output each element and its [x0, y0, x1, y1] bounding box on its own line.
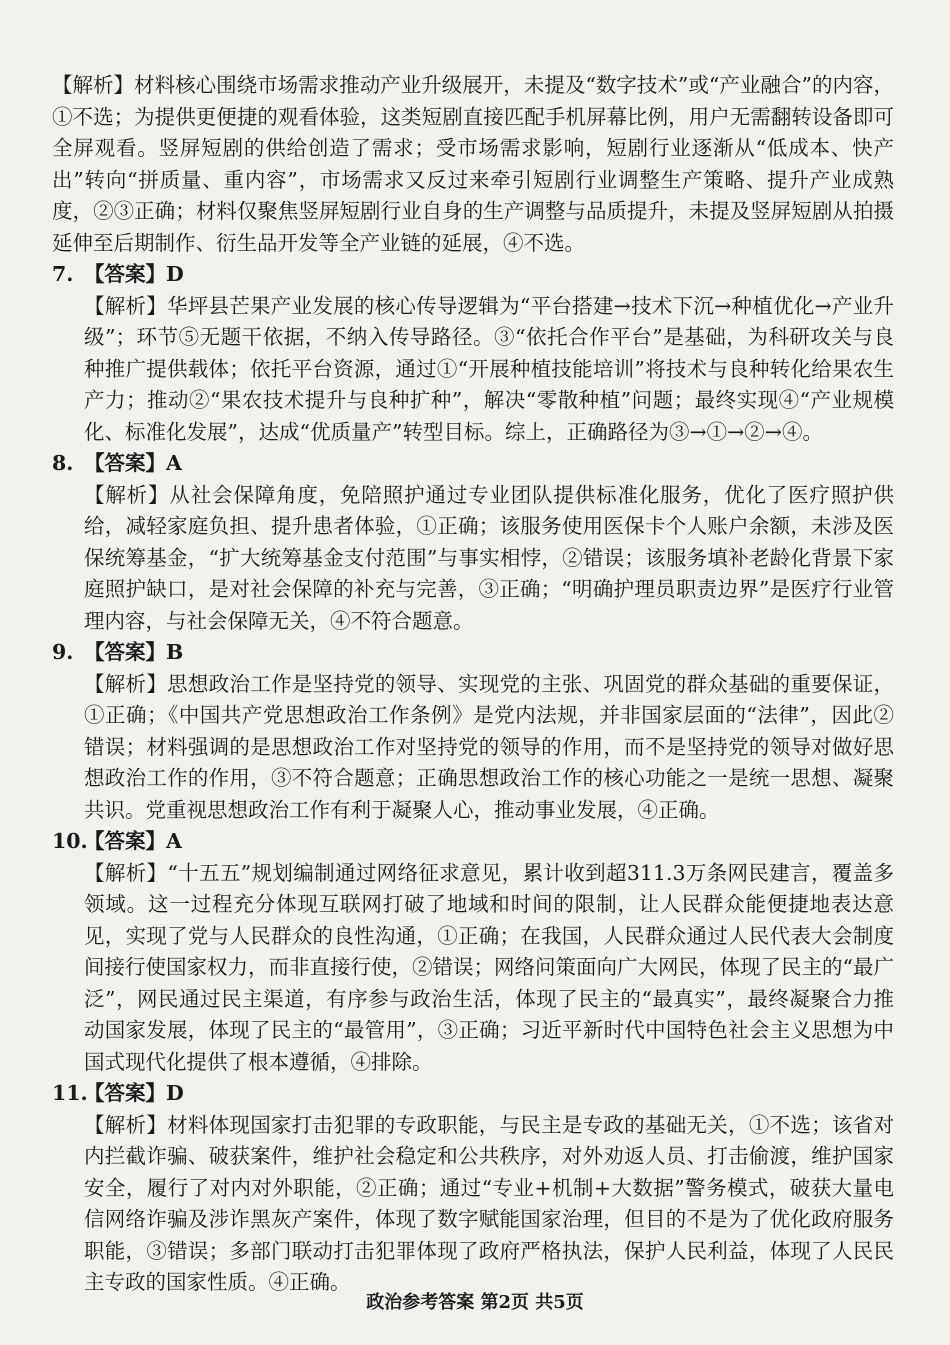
- question-7: [52, 259, 894, 448]
- question-10: [52, 826, 894, 1078]
- question-11: [52, 1078, 894, 1299]
- answer-line: [52, 637, 894, 669]
- analysis-text: 【解析】“十五五”规划编制通过网络征求意见，累计收到超311.3万条网民建言，覆盖多领域。这一过程充分体现互联网打破了地域和时间的限制，让人民群众能便捷地表达意见，实现了党与人民群众的良性沟通，①正确；在我国，人民群众通过人民代表大会制度间接行使国家权力，而非直接行使，②错误；网络问策面向广大网民，体现了民主的“最广泛”，网民通过民主渠道，有序参与政治生活，体现了民主的“最真实”，最终凝聚合力推动国家发展，体现了民主的“最管用”，③正确；习近平新时代中国特色社会主义思想为中国式现代化提供了根本遵循，④排除。: [84, 860, 894, 1074]
- question-number: 8.: [52, 451, 74, 475]
- answer-text: 【答案】A: [84, 451, 182, 475]
- analysis-text: 【解析】材料体现国家打击犯罪的专政职能，与民主是专政的基础无关，①不选；该省对内拦截诈骗、破获案件，维护社会稳定和公共秩序，对外劝返人员、打击偷渡，维护国家安全，履行了对内对外职能，②正确；通过“专业+机制+大数据”警务模式，破获大量电信网络诈骗及涉诈黑灰产案件，体现了数字赋能国家治理，但目的不是为了优化政府服务职能，③错误；多部门联动打击犯罪体现了政府严格执法，保护人民利益，体现了人民民主专政的国家性质。④正确。: [84, 1112, 894, 1294]
- analysis-q6: 【解析】材料核心围绕市场需求推动产业升级展开，未提及“数字技术”或“产业融合”的内容，①不选；为提供更便捷的观看体验，这类短剧直接匹配手机屏幕比例，用户无需翻转设备即可全屏观看。竖屏短剧的供给创造了需求；受市场需求影响，短剧行业逐渐从“低成本、快产出”转向“拼质量、重内容”，市场需求又反过来牵引短剧行业调整生产策略、提升产业成熟度，②③正确；材料仅聚焦竖屏短剧行业自身的生产调整与品质提升，未提及竖屏短剧从拍摄延伸至后期制作、衍生品开发等全产业链的延展，④不选。: [52, 73, 894, 255]
- answer-text: 【答案】D: [84, 1081, 184, 1105]
- analysis-text: 【解析】华坪县芒果产业发展的核心传导逻辑为“平台搭建→技术下沉→种植优化→产业升级”；环节⑤无题干依据，不纳入传导路径。③“依托合作平台”是基础，为科研攻关与良种推广提供载体；依托平台资源，通过①“开展种植技能培训”将技术与良种转化给果农生产力；推动②“果农技术提升与良种扩种”，解决“零散种植”问题；最终实现④“产业规模化、标准化发展”，达成“优质量产”转型目标。综上，正确路径为③→①→②→④。: [84, 293, 894, 444]
- answer-line: [52, 826, 894, 858]
- question-number: 10.: [52, 829, 88, 853]
- page-footer: 政治参考答案 第2页 共5页: [366, 1292, 584, 1313]
- answer-line: [52, 448, 894, 480]
- question-number: 9.: [52, 640, 74, 664]
- analysis-text: 【解析】从社会保障角度，免陪照护通过专业团队提供标准化服务，优化了医疗照护供给，减轻家庭负担、提升患者体验，①正确；该服务使用医保卡个人账户余额，未涉及医保统筹基金，“扩大统筹基金支付范围”与事实相悖，②错误；该服务填补老龄化背景下家庭照护缺口，是对社会保障的补充与完善，③正确；“明确护理员职责边界”是医疗行业管理内容，与社会保障无关，④不符合题意。: [84, 482, 894, 633]
- question-9: [52, 637, 894, 826]
- question-number: 7.: [52, 262, 74, 286]
- answer-line: [52, 259, 894, 291]
- answer-line: [52, 1078, 894, 1110]
- question-8: [52, 448, 894, 637]
- question-number: 11.: [52, 1081, 88, 1105]
- analysis-text: 【解析】思想政治工作是坚持党的领导、实现党的主张、巩固党的群众基础的重要保证，①正确；《中国共产党思想政治工作条例》是党内法规，并非国家层面的“法律”，因此②错误；材料强调的是思想政治工作对坚持党的领导的作用，而不是坚持党的领导对做好思想政治工作的作用，③不符合题意；正确思想政治工作的核心功能之一是统一思想、凝聚共识。党重视思想政治工作有利于凝聚人心，推动事业发展，④正确。: [84, 671, 894, 822]
- answer-text: 【答案】D: [84, 262, 184, 286]
- answer-text: 【答案】B: [84, 640, 184, 664]
- answer-text: 【答案】A: [84, 829, 182, 853]
